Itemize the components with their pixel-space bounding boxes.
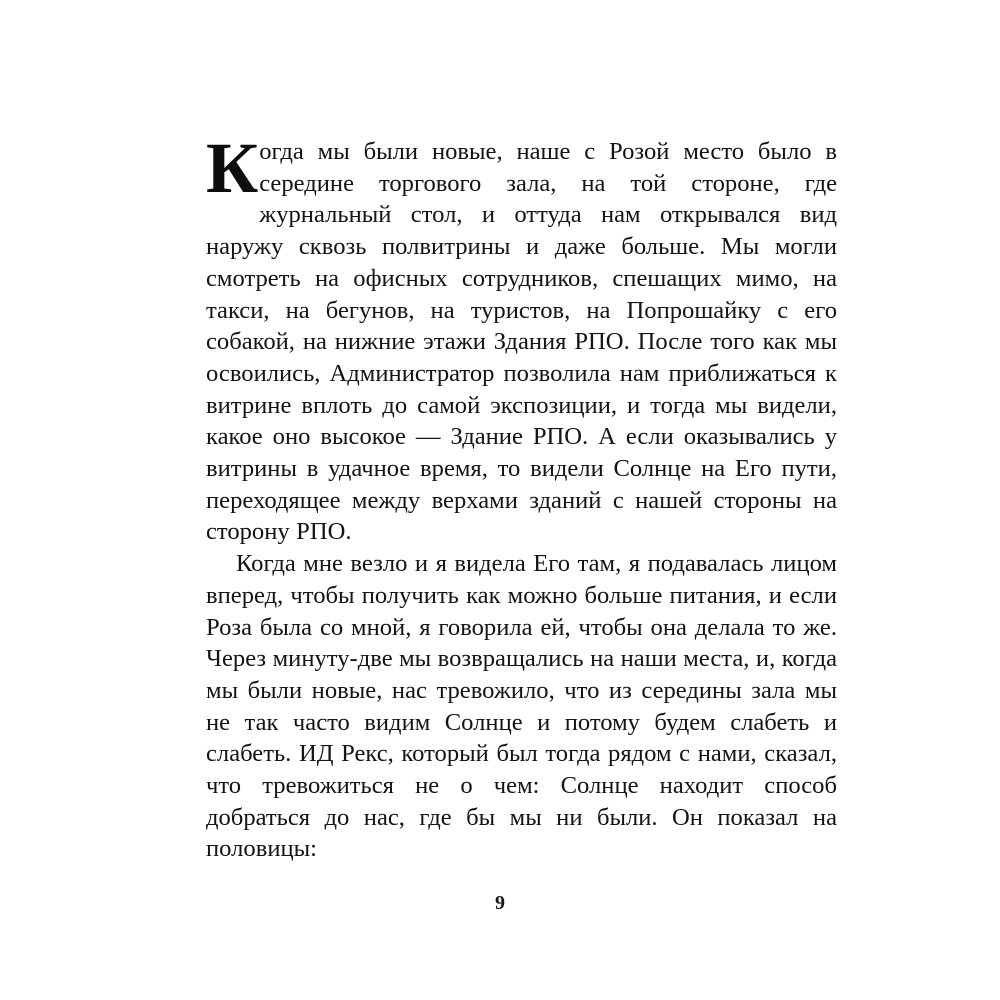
- paragraph-1: [206, 128, 837, 548]
- paragraph-1-text: огда мы были новые, наше с Розой место было в середине торгового зала, на той стороне, где журнальный стол, и оттуда нам открывался вид наружу сквозь полвитрины и даже больше. Мы могли смотреть на офисных сотрудников, спешащих мимо, на такси, на бегунов, на туристов, на Попрошайку с его собакой, на нижние этажи Здания РПО. После того как мы освоились, Администратор позволила нам приближаться к витрине вплоть до самой экспозиции, и тогда мы видели, какое оно высокое — Здание РПО. А если оказывались у витрины в удачное время, то видели Солнце на Его пути, переходящее между верхами зданий с нашей стороны на сторону РПО.: [206, 138, 837, 546]
- page-number: 9: [495, 892, 505, 914]
- page-text-block: [206, 128, 837, 865]
- paragraph-2: Когда мне везло и я видела Его там, я подавалась лицом вперед, чтобы получить как можно больше питания, и если Роза была со мной, я говорила ей, чтобы она делала то же. Через минуту-две мы возвращались на наши места, и, когда мы были новые, нас тревожило, что из середины зала мы не так часто видим Солнце и потому будем слабеть и слабеть. ИД Рекс, который был тогда рядом с нами, сказал, что тревожиться не о чем: Солнце находит способ добраться до нас, где бы мы ни были. Он показал на половицы:: [206, 550, 837, 863]
- drop-cap-letter: К: [206, 128, 259, 208]
